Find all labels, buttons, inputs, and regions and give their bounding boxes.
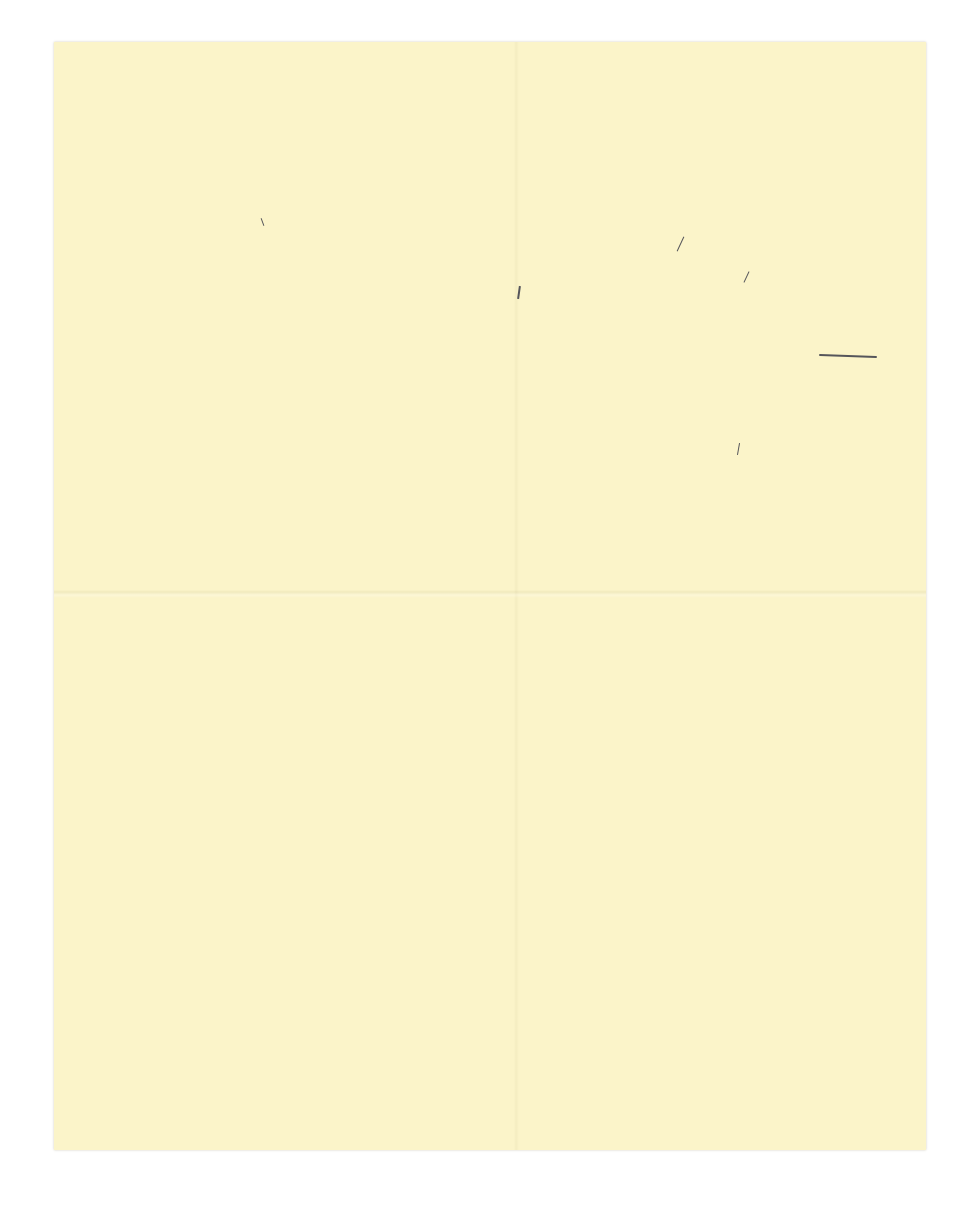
document-page [54,42,926,1150]
caret-mark [517,286,521,299]
caret-mark [261,218,265,226]
underline-mark [819,354,877,358]
stroke-mark [677,237,685,252]
comma-mark [737,443,740,455]
comma-mark [744,271,750,282]
